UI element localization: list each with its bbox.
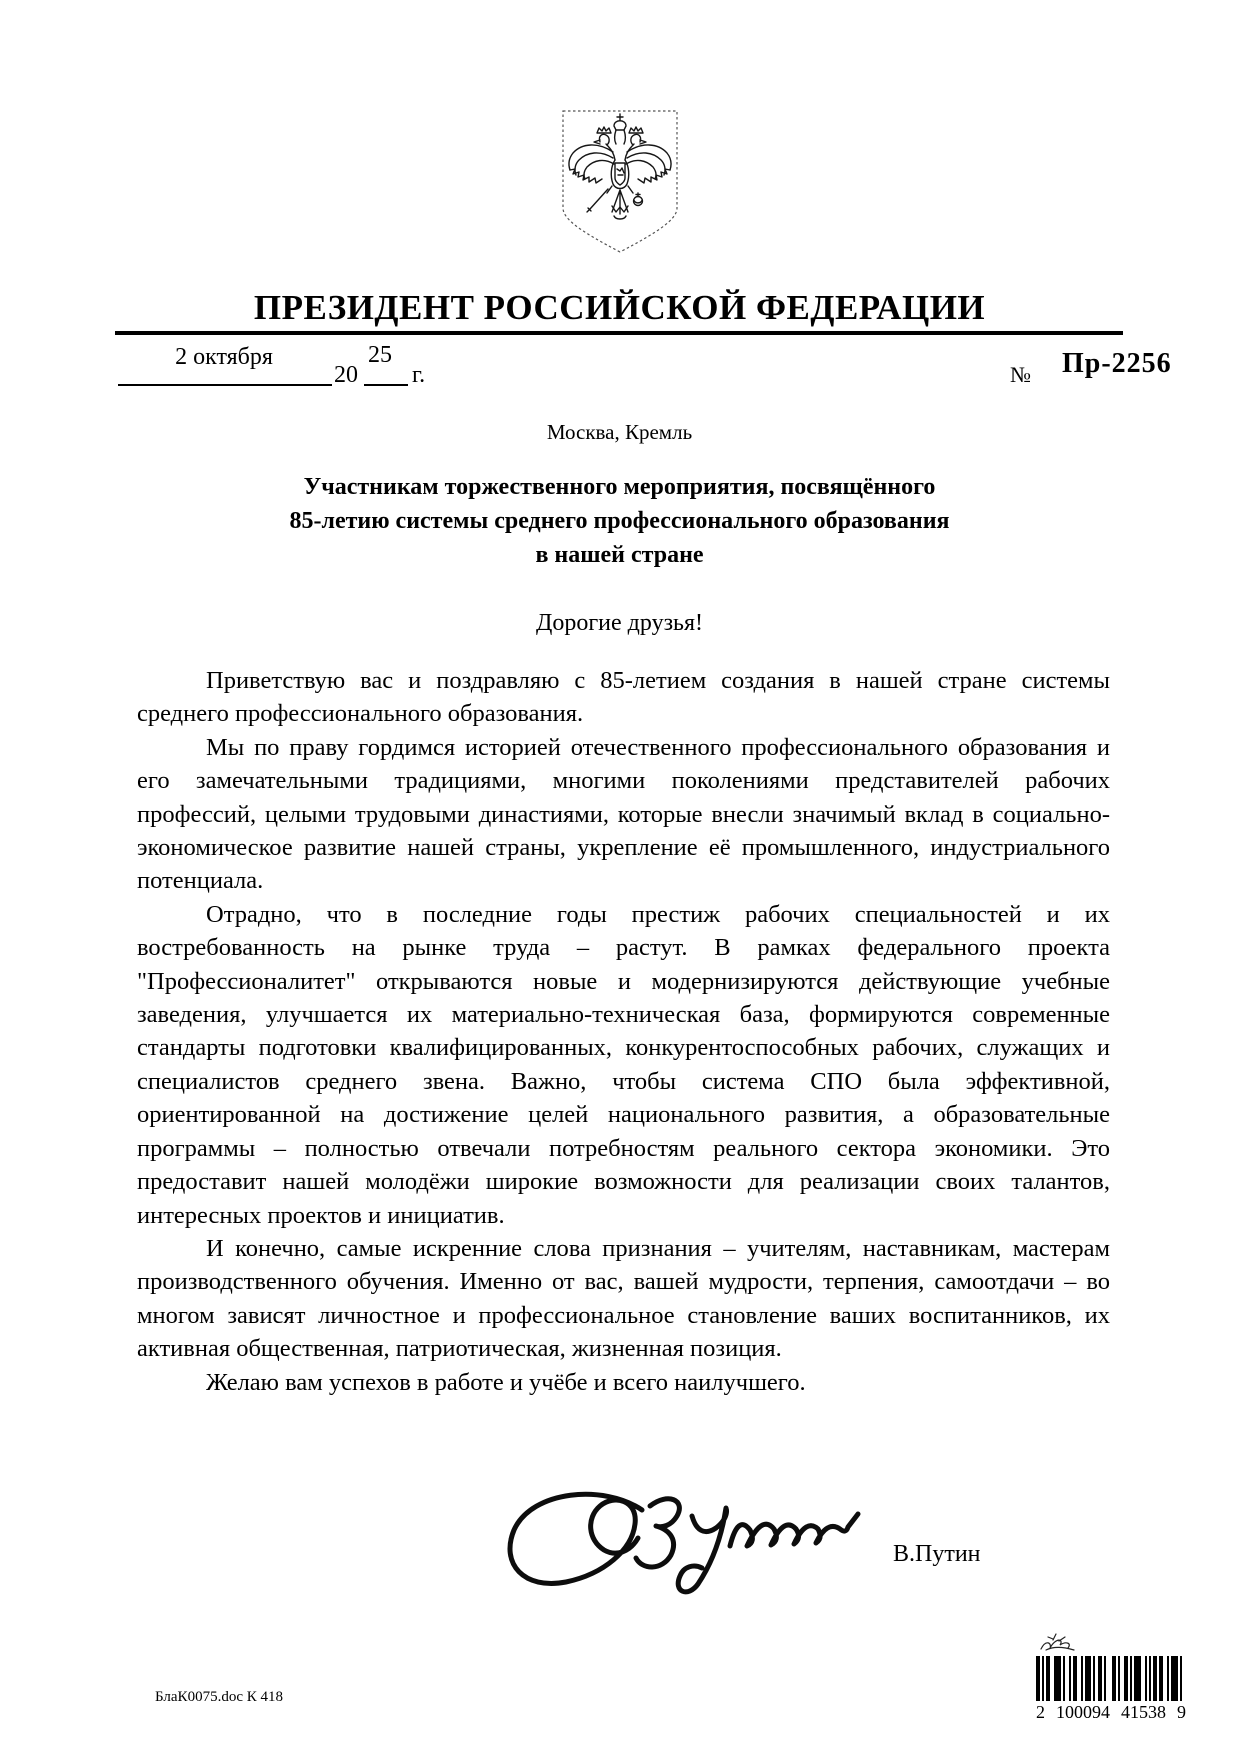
barcode-digit-group: 41538 bbox=[1121, 1702, 1166, 1722]
coat-of-arms-icon bbox=[556, 106, 684, 258]
date-day-month: 2 октября bbox=[175, 344, 273, 370]
date-year-suffix: г. bbox=[412, 362, 426, 388]
addressee-line-1: Участникам торжественного мероприятия, посвящённого bbox=[303, 474, 936, 500]
ink-scribble-icon bbox=[1038, 1631, 1082, 1655]
body-paragraph: Отрадно, что в последние годы престиж рабочих специальностей и их востребованность на рынке труда – растут. В рамках федерального проекта "Профессионалитет" открываются новые и модернизируются действующие учебные заведения, улучшается их материально-техническая база, формируются современные стандарты подготовки квалифицированных, конкурентоспособных рабочих, служащих и специалистов среднего звена. Важно, чтобы система СПО была эффективной, ориентированной на достижение целей национального развития, а образовательные программы – полностью отвечали потребностям реального сектора экономики. Это предоставит нашей молодёжи широкие возможности для реализации своих талантов, интересных проектов и инициатив. bbox=[137, 900, 1110, 1229]
date-century-prefix: 20 bbox=[334, 362, 358, 388]
addressee-line-3: в нашей стране bbox=[535, 542, 704, 568]
date-year: 25 bbox=[368, 342, 392, 368]
body-paragraph: Приветствую вас и поздравляю с 85-летием создания в нашей стране системы среднего профессионального образования. bbox=[137, 667, 1110, 728]
barcode-block bbox=[1036, 1631, 1186, 1723]
date-blank-line bbox=[118, 384, 332, 386]
barcode-digit-group: 9 bbox=[1177, 1702, 1186, 1722]
barcode-digit-group: 100094 bbox=[1056, 1702, 1110, 1722]
header-divider bbox=[115, 331, 1123, 335]
document-number: Пр-2256 bbox=[1062, 348, 1172, 379]
salutation: Дорогие друзья! bbox=[535, 610, 704, 636]
body-paragraph: Желаю вам успехов в работе и учёбе и всего наилучшего. bbox=[206, 1368, 806, 1396]
addressee-heading bbox=[133, 470, 1106, 572]
barcode-icon bbox=[1036, 1656, 1186, 1701]
letter-body bbox=[137, 664, 1110, 1399]
signer-name: В.Путин bbox=[893, 1541, 981, 1567]
addressee-line-2: 85-летию системы среднего профессионального образования bbox=[289, 508, 950, 534]
place-line: Москва, Кремль bbox=[546, 420, 693, 444]
document-reference: БлаК0075.doc К 418 bbox=[155, 1689, 283, 1705]
barcode-gap bbox=[1182, 1656, 1186, 1701]
body-paragraph: Мы по праву гордимся историей отечественного профессионального образования и его замечательными традициями, многими поколениями представителей рабочих профессий, целыми трудовыми династиями, которые внесли значимый вклад в социально-экономическое развитие нашей страны, укрепление её промышленного, индустриального потенциала. bbox=[137, 733, 1110, 895]
signature-icon bbox=[492, 1472, 877, 1612]
date-year-blank-line bbox=[364, 384, 408, 386]
barcode-digits bbox=[1036, 1702, 1186, 1723]
numero-sign: № bbox=[1010, 362, 1031, 387]
barcode-digit-group: 2 bbox=[1036, 1702, 1045, 1722]
letterhead-title: ПРЕЗИДЕНТ РОССИЙСКОЙ ФЕДЕРАЦИИ bbox=[253, 288, 986, 327]
body-paragraph: И конечно, самые искренние слова признания – учителям, наставникам, мастерам производственного обучения. Именно от вас, вашей мудрости, терпения, самоотдачи – во многом зависят личностное и профессиональное становление ваших воспитанников, их активная общественная, патриотическая, жизненная позиция. bbox=[137, 1234, 1110, 1363]
